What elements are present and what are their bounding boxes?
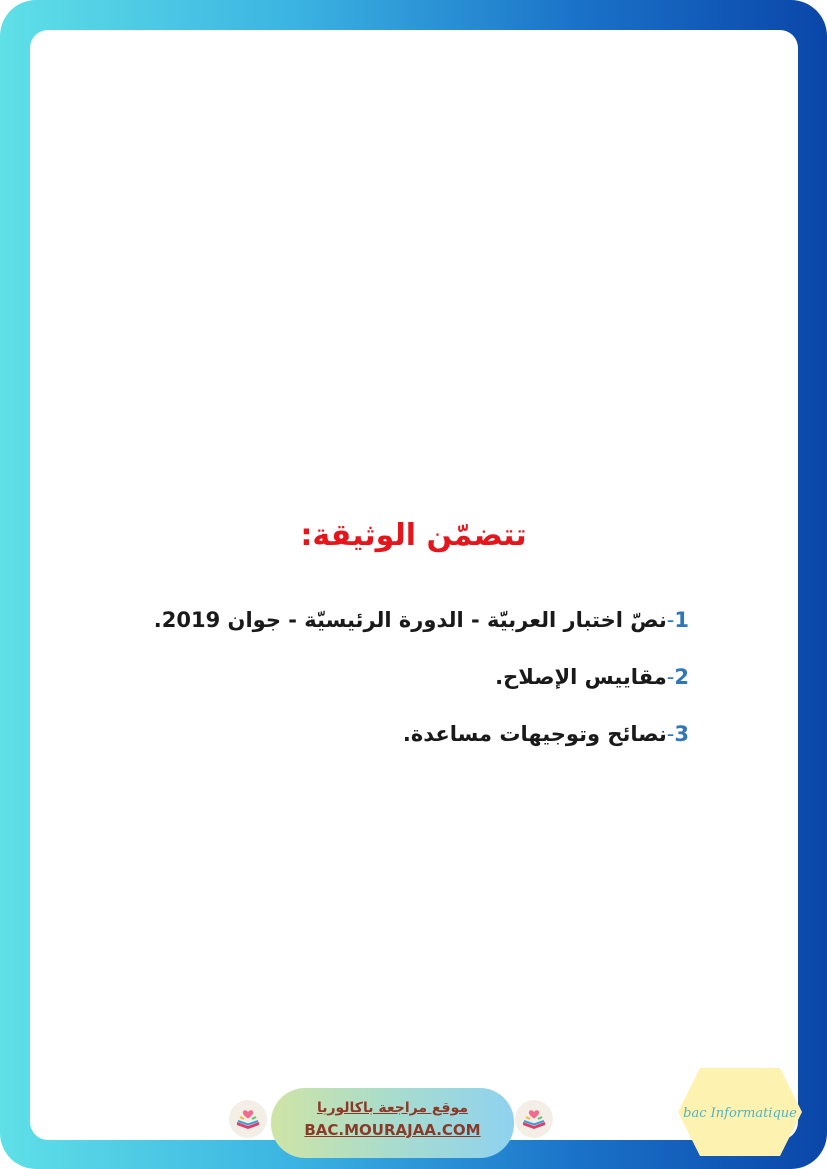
contents-list — [129, 598, 689, 769]
item-number: 2 — [674, 665, 689, 689]
bac-informatique-logo — [676, 1066, 804, 1158]
item-text: نصائح وتوجيهات مساعدة. — [402, 722, 667, 746]
contents-item-1: 1-نصّ اختبار العربيّة - الدورة الرئيسيّة - جوان 2019. — [153, 608, 689, 632]
item-number: 3 — [674, 722, 689, 746]
book-heart-icon — [229, 1100, 267, 1138]
bac-logo-text: bac Informatique — [683, 1106, 797, 1121]
site-link-badge[interactable] — [271, 1088, 514, 1158]
item-text: نصّ اختبار العربيّة - الدورة الرئيسيّة - جوان 2019. — [153, 608, 667, 632]
site-url: BAC.MOURAJAA.COM — [304, 1121, 481, 1139]
item-number: 1 — [674, 608, 689, 632]
item-text: مقاييس الإصلاح. — [495, 665, 667, 689]
site-name-arabic: موقع مراجعة باكالوريا — [316, 1100, 469, 1116]
page-sheet — [30, 30, 798, 1140]
book-heart-icon — [515, 1100, 553, 1138]
contents-item-3: 3-نصائح وتوجيهات مساعدة. — [402, 722, 689, 746]
document-title: تتضمّن الوثيقة: — [300, 518, 527, 553]
contents-item-2: 2-مقاييس الإصلاح. — [495, 665, 689, 689]
